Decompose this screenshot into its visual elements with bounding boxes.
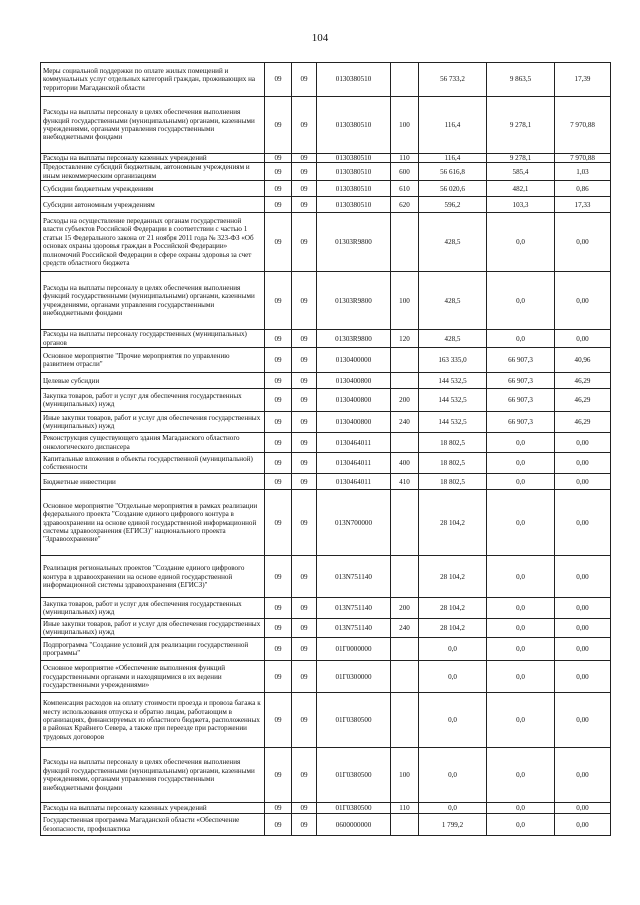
subsection-code-cell: 09 xyxy=(292,474,317,490)
section-code-cell: 09 xyxy=(265,598,292,619)
table-row xyxy=(41,330,611,348)
expense-type-cell xyxy=(391,556,419,598)
execution-percent-cell: 0,00 xyxy=(555,814,611,836)
section-code-cell: 09 xyxy=(265,474,292,490)
table-row xyxy=(41,412,611,433)
execution-percent-cell: 0,00 xyxy=(555,693,611,748)
section-code-cell: 09 xyxy=(265,389,292,412)
target-article-cell: 0130464011 xyxy=(317,433,391,453)
execution-percent-cell: 0,00 xyxy=(555,803,611,814)
table-row xyxy=(41,348,611,373)
planned-amount-cell: 0,0 xyxy=(419,638,487,661)
planned-amount-cell: 56 616,8 xyxy=(419,163,487,181)
execution-percent-cell: 0,00 xyxy=(555,490,611,556)
planned-amount-cell: 0,0 xyxy=(419,748,487,803)
planned-amount-cell: 144 532,5 xyxy=(419,412,487,433)
row-name-cell: Расходы на выплаты персоналу казенных учреждений xyxy=(41,154,265,163)
table-row xyxy=(41,181,611,197)
table-row xyxy=(41,638,611,661)
row-name-cell: Предоставление субсидий бюджетным, автономным учреждениям и иным некоммерческим организациям xyxy=(41,163,265,181)
subsection-code-cell: 09 xyxy=(292,598,317,619)
expense-type-cell xyxy=(391,433,419,453)
table-row xyxy=(41,598,611,619)
row-name-cell: Целевые субсидии xyxy=(41,373,265,389)
execution-percent-cell: 0,00 xyxy=(555,453,611,474)
row-name-cell: Закупка товаров, работ и услуг для обеспечения государственных (муниципальных) нужд xyxy=(41,389,265,412)
row-name-cell: Расходы на выплаты персоналу в целях обеспечения выполнения функций государственными (муниципальными) органами, казенными учреждениями, органами управления государственными внебюджетными фондами xyxy=(41,748,265,803)
actual-amount-cell: 0,0 xyxy=(487,272,555,330)
expense-type-cell: 600 xyxy=(391,163,419,181)
expense-type-cell xyxy=(391,693,419,748)
execution-percent-cell: 7 970,88 xyxy=(555,97,611,154)
planned-amount-cell: 56 020,6 xyxy=(419,181,487,197)
section-code-cell: 09 xyxy=(265,181,292,197)
target-article-cell: 01303R9800 xyxy=(317,272,391,330)
planned-amount-cell: 1 799,2 xyxy=(419,814,487,836)
planned-amount-cell: 163 335,0 xyxy=(419,348,487,373)
section-code-cell: 09 xyxy=(265,412,292,433)
planned-amount-cell: 596,2 xyxy=(419,197,487,213)
expense-type-cell: 200 xyxy=(391,598,419,619)
planned-amount-cell: 0,0 xyxy=(419,803,487,814)
actual-amount-cell: 0,0 xyxy=(487,556,555,598)
execution-percent-cell: 0,00 xyxy=(555,556,611,598)
row-name-cell: Бюджетные инвестиции xyxy=(41,474,265,490)
subsection-code-cell: 09 xyxy=(292,330,317,348)
section-code-cell: 09 xyxy=(265,433,292,453)
target-article-cell: 0130464011 xyxy=(317,453,391,474)
planned-amount-cell: 28 104,2 xyxy=(419,490,487,556)
execution-percent-cell: 17,39 xyxy=(555,63,611,97)
subsection-code-cell: 09 xyxy=(292,661,317,693)
subsection-code-cell: 09 xyxy=(292,412,317,433)
section-code-cell: 09 xyxy=(265,373,292,389)
actual-amount-cell: 0,0 xyxy=(487,598,555,619)
subsection-code-cell: 09 xyxy=(292,693,317,748)
subsection-code-cell: 09 xyxy=(292,213,317,272)
planned-amount-cell: 116,4 xyxy=(419,97,487,154)
table-row xyxy=(41,272,611,330)
execution-percent-cell: 7 970,88 xyxy=(555,154,611,163)
row-name-cell: Подпрограмма "Создание условий для реализации государственной программы" xyxy=(41,638,265,661)
target-article-cell: 0130380510 xyxy=(317,163,391,181)
planned-amount-cell: 28 104,2 xyxy=(419,556,487,598)
execution-percent-cell: 0,00 xyxy=(555,748,611,803)
execution-percent-cell: 17,33 xyxy=(555,197,611,213)
table-row xyxy=(41,213,611,272)
target-article-cell: 0130400000 xyxy=(317,348,391,373)
expense-type-cell: 100 xyxy=(391,272,419,330)
target-article-cell: 0130464011 xyxy=(317,474,391,490)
actual-amount-cell: 9 278,1 xyxy=(487,154,555,163)
table-row xyxy=(41,433,611,453)
execution-percent-cell: 0,00 xyxy=(555,272,611,330)
planned-amount-cell: 18 802,5 xyxy=(419,433,487,453)
section-code-cell: 09 xyxy=(265,213,292,272)
expense-type-cell: 200 xyxy=(391,389,419,412)
expense-type-cell: 110 xyxy=(391,154,419,163)
section-code-cell: 09 xyxy=(265,661,292,693)
section-code-cell: 09 xyxy=(265,163,292,181)
subsection-code-cell: 09 xyxy=(292,433,317,453)
target-article-cell: 0130380510 xyxy=(317,181,391,197)
execution-percent-cell: 0,00 xyxy=(555,661,611,693)
section-code-cell: 09 xyxy=(265,638,292,661)
target-article-cell: 01303R9800 xyxy=(317,330,391,348)
expense-type-cell: 240 xyxy=(391,619,419,638)
expense-type-cell: 620 xyxy=(391,197,419,213)
actual-amount-cell: 0,0 xyxy=(487,803,555,814)
section-code-cell: 09 xyxy=(265,348,292,373)
expense-type-cell xyxy=(391,348,419,373)
execution-percent-cell: 0,86 xyxy=(555,181,611,197)
subsection-code-cell: 09 xyxy=(292,556,317,598)
target-article-cell: 013N700000 xyxy=(317,490,391,556)
section-code-cell: 09 xyxy=(265,748,292,803)
section-code-cell: 09 xyxy=(265,453,292,474)
section-code-cell: 09 xyxy=(265,556,292,598)
planned-amount-cell: 18 802,5 xyxy=(419,453,487,474)
row-name-cell: Расходы на выплаты персоналу в целях обеспечения выполнения функций государственными (муниципальными) органами, казенными учреждениями, органами управления государственными внебюджетными фондами xyxy=(41,272,265,330)
subsection-code-cell: 09 xyxy=(292,348,317,373)
subsection-code-cell: 09 xyxy=(292,197,317,213)
target-article-cell: 01Г0300000 xyxy=(317,661,391,693)
row-name-cell: Расходы на выплаты персоналу государственных (муниципальных) органов xyxy=(41,330,265,348)
actual-amount-cell: 585,4 xyxy=(487,163,555,181)
row-name-cell: Расходы на выплаты персоналу казенных учреждений xyxy=(41,803,265,814)
row-name-cell: Реконструкция существующего здания Магаданского областного онкологического диспансера xyxy=(41,433,265,453)
section-code-cell: 09 xyxy=(265,490,292,556)
target-article-cell: 01Г0380500 xyxy=(317,803,391,814)
execution-percent-cell: 0,00 xyxy=(555,638,611,661)
planned-amount-cell: 18 802,5 xyxy=(419,474,487,490)
table-row xyxy=(41,490,611,556)
row-name-cell: Компенсация расходов на оплату стоимости проезда и провоза багажа к месту использования отпуска и обратно лицам, работающим в организациях, финансируемых из областного бюджета, расположенных в районах Крайнего Севера, а также при переезде при расторжении трудовых договоров xyxy=(41,693,265,748)
expense-type-cell xyxy=(391,63,419,97)
page-number: 104 xyxy=(311,32,329,44)
section-code-cell: 09 xyxy=(265,97,292,154)
table-row xyxy=(41,748,611,803)
row-name-cell: Иные закупки товаров, работ и услуг для обеспечения государственных (муниципальных) нужд xyxy=(41,412,265,433)
execution-percent-cell: 40,96 xyxy=(555,348,611,373)
actual-amount-cell: 103,3 xyxy=(487,197,555,213)
section-code-cell: 09 xyxy=(265,693,292,748)
actual-amount-cell: 66 907,3 xyxy=(487,389,555,412)
row-name-cell: Субсидии автономным учреждениям xyxy=(41,197,265,213)
budget-table xyxy=(40,62,611,836)
actual-amount-cell: 66 907,3 xyxy=(487,373,555,389)
subsection-code-cell: 09 xyxy=(292,63,317,97)
expense-type-cell: 120 xyxy=(391,330,419,348)
expense-type-cell: 100 xyxy=(391,97,419,154)
actual-amount-cell: 0,0 xyxy=(487,638,555,661)
table-row xyxy=(41,154,611,163)
planned-amount-cell: 428,5 xyxy=(419,330,487,348)
table-row xyxy=(41,474,611,490)
expense-type-cell: 610 xyxy=(391,181,419,197)
execution-percent-cell: 0,00 xyxy=(555,474,611,490)
subsection-code-cell: 09 xyxy=(292,181,317,197)
table-row xyxy=(41,693,611,748)
target-article-cell: 01303R9800 xyxy=(317,213,391,272)
actual-amount-cell: 0,0 xyxy=(487,433,555,453)
table-row xyxy=(41,97,611,154)
expense-type-cell xyxy=(391,213,419,272)
actual-amount-cell: 66 907,3 xyxy=(487,412,555,433)
target-article-cell: 01Г0000000 xyxy=(317,638,391,661)
row-name-cell: Основное мероприятие «Обеспечение выполнения функций государственными органами и находящимися в их ведении государственными учреждениями» xyxy=(41,661,265,693)
subsection-code-cell: 09 xyxy=(292,163,317,181)
subsection-code-cell: 09 xyxy=(292,373,317,389)
row-name-cell: Иные закупки товаров, работ и услуг для обеспечения государственных (муниципальных) нужд xyxy=(41,619,265,638)
table-row xyxy=(41,556,611,598)
actual-amount-cell: 0,0 xyxy=(487,453,555,474)
row-name-cell: Основное мероприятие "Прочие мероприятия по управлению развитием отрасли" xyxy=(41,348,265,373)
execution-percent-cell: 46,29 xyxy=(555,412,611,433)
subsection-code-cell: 09 xyxy=(292,453,317,474)
table-row xyxy=(41,803,611,814)
target-article-cell: 0130400800 xyxy=(317,412,391,433)
actual-amount-cell: 0,0 xyxy=(487,748,555,803)
expense-type-cell: 410 xyxy=(391,474,419,490)
row-name-cell: Реализация региональных проектов "Создание единого цифрового контура в здравоохранении на основе единой государственной информационной системы здравоохранения (ЕГИСЗ)" xyxy=(41,556,265,598)
expense-type-cell: 110 xyxy=(391,803,419,814)
table-row xyxy=(41,163,611,181)
actual-amount-cell: 0,0 xyxy=(487,619,555,638)
target-article-cell: 0130380510 xyxy=(317,154,391,163)
planned-amount-cell: 144 532,5 xyxy=(419,373,487,389)
subsection-code-cell: 09 xyxy=(292,814,317,836)
table-row xyxy=(41,63,611,97)
expense-type-cell xyxy=(391,373,419,389)
row-name-cell: Субсидии бюджетным учреждениям xyxy=(41,181,265,197)
target-article-cell: 0600000000 xyxy=(317,814,391,836)
section-code-cell: 09 xyxy=(265,154,292,163)
actual-amount-cell: 0,0 xyxy=(487,661,555,693)
row-name-cell: Капитальные вложения в объекты государственной (муниципальной) собственности xyxy=(41,453,265,474)
expense-type-cell xyxy=(391,638,419,661)
table-row xyxy=(41,453,611,474)
expense-type-cell xyxy=(391,814,419,836)
actual-amount-cell: 0,0 xyxy=(487,474,555,490)
actual-amount-cell: 0,0 xyxy=(487,490,555,556)
expense-type-cell xyxy=(391,490,419,556)
table-row xyxy=(41,814,611,836)
execution-percent-cell: 1,03 xyxy=(555,163,611,181)
table-row xyxy=(41,619,611,638)
execution-percent-cell: 46,29 xyxy=(555,389,611,412)
section-code-cell: 09 xyxy=(265,197,292,213)
execution-percent-cell: 0,00 xyxy=(555,433,611,453)
execution-percent-cell: 0,00 xyxy=(555,598,611,619)
target-article-cell: 013N751140 xyxy=(317,619,391,638)
expense-type-cell: 240 xyxy=(391,412,419,433)
subsection-code-cell: 09 xyxy=(292,619,317,638)
planned-amount-cell: 56 733,2 xyxy=(419,63,487,97)
planned-amount-cell: 116,4 xyxy=(419,154,487,163)
target-article-cell: 0130380510 xyxy=(317,63,391,97)
section-code-cell: 09 xyxy=(265,63,292,97)
planned-amount-cell: 0,0 xyxy=(419,693,487,748)
table-row xyxy=(41,197,611,213)
actual-amount-cell: 482,1 xyxy=(487,181,555,197)
row-name-cell: Закупка товаров, работ и услуг для обеспечения государственных (муниципальных) нужд xyxy=(41,598,265,619)
subsection-code-cell: 09 xyxy=(292,97,317,154)
section-code-cell: 09 xyxy=(265,330,292,348)
planned-amount-cell: 428,5 xyxy=(419,213,487,272)
section-code-cell: 09 xyxy=(265,272,292,330)
subsection-code-cell: 09 xyxy=(292,272,317,330)
expense-type-cell: 400 xyxy=(391,453,419,474)
execution-percent-cell: 0,00 xyxy=(555,213,611,272)
planned-amount-cell: 428,5 xyxy=(419,272,487,330)
target-article-cell: 0130400800 xyxy=(317,389,391,412)
actual-amount-cell: 0,0 xyxy=(487,330,555,348)
planned-amount-cell: 144 532,5 xyxy=(419,389,487,412)
table-row xyxy=(41,373,611,389)
subsection-code-cell: 09 xyxy=(292,638,317,661)
table-row xyxy=(41,389,611,412)
row-name-cell: Основное мероприятие "Отдельные мероприятия в рамках реализации федерального проекта "Создание единого цифрового контура в здравоохранении на основе единой государственной информационной системы здравоохранения (ЕГИСЗ)" национального проекта "Здравоохранение" xyxy=(41,490,265,556)
section-code-cell: 09 xyxy=(265,619,292,638)
row-name-cell: Государственная программа Магаданской области «Обеспечение безопасности, профилактика xyxy=(41,814,265,836)
row-name-cell: Меры социальной поддержки по оплате жилых помещений и коммунальных услуг отдельных категорий граждан, проживающих на территории Магаданской области xyxy=(41,63,265,97)
target-article-cell: 01Г0380500 xyxy=(317,748,391,803)
subsection-code-cell: 09 xyxy=(292,154,317,163)
actual-amount-cell: 0,0 xyxy=(487,814,555,836)
target-article-cell: 013N751140 xyxy=(317,556,391,598)
subsection-code-cell: 09 xyxy=(292,389,317,412)
row-name-cell: Расходы на выплаты персоналу в целях обеспечения выполнения функций государственными (муниципальными) органами, казенными учреждениями, органами управления государственными внебюджетными фондами xyxy=(41,97,265,154)
subsection-code-cell: 09 xyxy=(292,748,317,803)
actual-amount-cell: 66 907,3 xyxy=(487,348,555,373)
table-row xyxy=(41,661,611,693)
row-name-cell: Расходы на осуществление переданных органам государственной власти субъектов Российской Федерации в соответствии с частью 1 статьи 15 Федерального закона от 21 ноября 2011 года № 323-ФЗ «Об основах охраны здоровья граждан в Российской Федерации» полномочий Российской Федерации в сфере охраны здоровья за счет средств областного бюджета xyxy=(41,213,265,272)
planned-amount-cell: 0,0 xyxy=(419,661,487,693)
planned-amount-cell: 28 104,2 xyxy=(419,598,487,619)
target-article-cell: 0130400800 xyxy=(317,373,391,389)
actual-amount-cell: 0,0 xyxy=(487,213,555,272)
subsection-code-cell: 09 xyxy=(292,490,317,556)
actual-amount-cell: 9 278,1 xyxy=(487,97,555,154)
target-article-cell: 01Г0380500 xyxy=(317,693,391,748)
execution-percent-cell: 0,00 xyxy=(555,330,611,348)
execution-percent-cell: 0,00 xyxy=(555,619,611,638)
section-code-cell: 09 xyxy=(265,814,292,836)
target-article-cell: 013N751140 xyxy=(317,598,391,619)
subsection-code-cell: 09 xyxy=(292,803,317,814)
actual-amount-cell: 9 863,5 xyxy=(487,63,555,97)
section-code-cell: 09 xyxy=(265,803,292,814)
planned-amount-cell: 28 104,2 xyxy=(419,619,487,638)
target-article-cell: 0130380510 xyxy=(317,97,391,154)
expense-type-cell xyxy=(391,661,419,693)
target-article-cell: 0130380510 xyxy=(317,197,391,213)
actual-amount-cell: 0,0 xyxy=(487,693,555,748)
execution-percent-cell: 46,29 xyxy=(555,373,611,389)
expense-type-cell: 100 xyxy=(391,748,419,803)
